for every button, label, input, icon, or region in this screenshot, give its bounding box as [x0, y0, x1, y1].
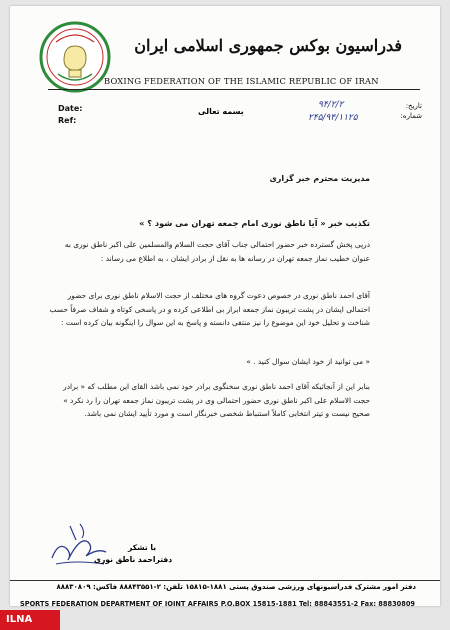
addressee: مدیریت محترم خبر گزاری [269, 174, 370, 183]
federation-logo [38, 20, 112, 94]
paragraph-conclusion: بنابر این از آنجائیکه آقای احمد ناطق نوری سخنگوی برادر خود نمی باشد القای این مطلب که « برادر حجت الاسلام علی اکبر ناطق نوری حضور احتمالی وی در پشت تریبون نماز جمعه تهران را رد نکرد » صحیح نیست و تیتر انتخابی کاملاً استنباط شخصی خبرنگار است و مورد تأیید ایشان نمی باشد. [63, 382, 370, 418]
date-value: ۹۴/۲/۲ [318, 100, 344, 110]
ref-value: ۲۴۵/۹۴/۱۱۲۵ [308, 113, 358, 123]
quote-line: « می توانید از خود ایشان سوال کنید . » [246, 357, 370, 366]
footer-address-fa: دفتر امور مشترک فدراسیونهای ورزشی صندوق پستی ۱۸۸۱-۱۵۸۱۵ تلفن: ۲-۸۸۸۴۳۵۵۱ فاکس: ۸۸۸۳۰۸۰۹ [56, 583, 416, 591]
basmala: بسمه تعالی [198, 107, 244, 116]
ref-label-fa: شماره: [400, 112, 422, 120]
footer-address-en: SPORTS FEDERATION DEPARTMENT OF JOINT AFFAIRS P.O.BOX 15815-1881 Tel: 88843551-2 Fax: 88830809 [20, 600, 416, 606]
date-label-fa: تاریخ: [405, 102, 422, 110]
paragraph-intro: درپی پخش گسترده خبر حضور احتمالی جناب آقای حجت السلام والمسلمین علی اکبر ناطق نوری به عنوان خطیب نماز جمعه تهران در رسانه ها به نقل از برادر ایشان ، به اطلاع می رساند : [64, 240, 370, 263]
paragraph-response: آقای احمد ناطق نوری در خصوص دعوت گروه های مختلف از حجت الاسلام ناطق نوری برای حضور احتمالی ایشان در پشت تریبون نماز جمعه ابراز بی اطلاعی کرده و در پاسخی کوتاه و شفاف صرفاً حسب شناخت و تحلیل خود این موضوع را نیز منتفی دانسته و پاسخ به این سوال را اینگونه بیان کرده است : [49, 291, 370, 327]
org-title-en: BOXING FEDERATION OF THE ISLAMIC REPUBLIC OF IRAN [104, 76, 379, 86]
signatory: دفتراحمد ناطق نوری [94, 555, 173, 564]
footer-divider [10, 580, 440, 581]
org-title-fa: فدراسیون بوکس جمهوری اسلامی ایران [134, 36, 402, 55]
date-label-en: Date: [58, 104, 83, 113]
header-divider [48, 89, 420, 90]
ilna-watermark [0, 610, 60, 630]
letter-paper [10, 6, 440, 606]
ilna-watermark-label: ILNA [6, 614, 33, 625]
subject-line: تکذیب خبر « آیا ناطق نوری امام جمعه تهران می شود ؟ » [139, 218, 370, 228]
closing: با تشکر [128, 543, 157, 552]
ref-label-en: Ref: [58, 116, 77, 125]
